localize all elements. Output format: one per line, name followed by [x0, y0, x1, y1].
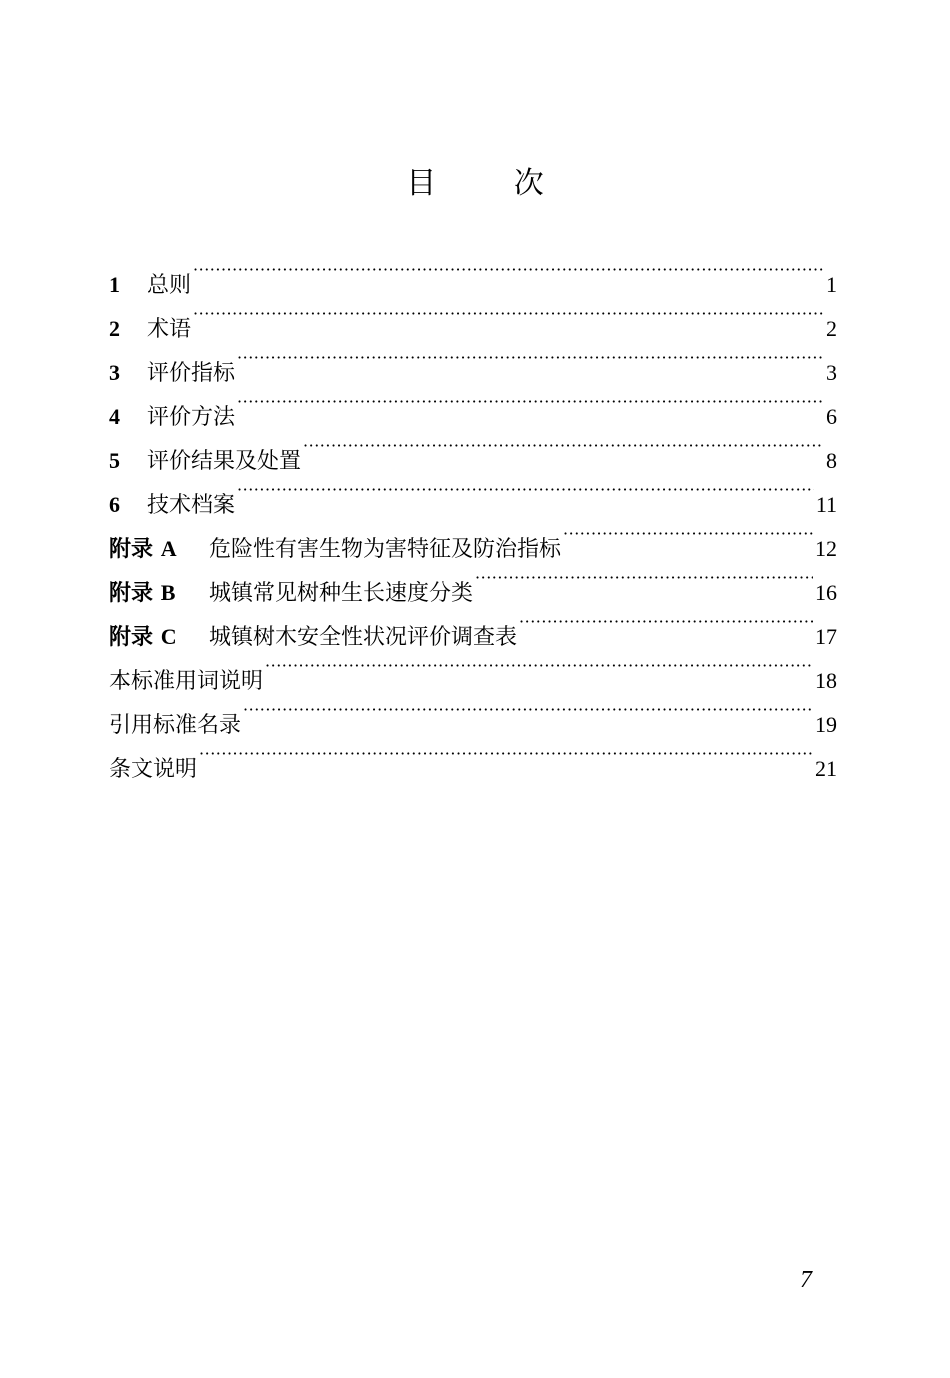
toc-appendix-letter: A — [160, 536, 177, 561]
toc-chapter-number: 2 — [109, 316, 120, 341]
toc-leader-dots — [237, 336, 823, 380]
toc-appendix-prefix: 附录 — [109, 580, 154, 606]
toc-leader-dots — [237, 468, 814, 512]
toc-page-number: 1 — [826, 272, 837, 297]
toc-appendix-title: 城镇常见树种生长速度分类 — [209, 581, 474, 606]
toc-page-number: 6 — [826, 404, 837, 429]
toc-leader-dots — [193, 292, 823, 336]
toc-page-number: 17 — [815, 624, 837, 649]
toc-appendix-title: 城镇树木安全性状况评价调查表 — [209, 625, 518, 650]
toc-leader-dots — [193, 248, 823, 292]
toc-leader-dots — [265, 644, 813, 688]
toc-entry-title: 条文说明 — [109, 757, 198, 782]
toc-chapter-number: 3 — [109, 360, 120, 385]
toc-page-number: 2 — [826, 316, 837, 341]
toc-appendix-letter: B — [160, 580, 176, 605]
toc-page-number: 16 — [815, 580, 837, 605]
toc-chapter-number: 4 — [109, 404, 120, 429]
toc-entry-explanation[interactable] — [109, 732, 837, 782]
toc-chapter-number: 5 — [109, 448, 120, 473]
toc-entry-3[interactable] — [109, 336, 837, 386]
toc-chapter-title: 术语 — [147, 317, 192, 342]
toc-chapter-title: 技术档案 — [147, 493, 236, 518]
toc-chapter-number: 6 — [109, 492, 120, 517]
toc-page-number: 21 — [815, 756, 837, 781]
toc-appendix-prefix: 附录 — [109, 536, 154, 562]
table-of-contents — [109, 248, 837, 782]
toc-chapter-number: 1 — [109, 272, 120, 297]
page-number: 7 — [800, 1267, 812, 1293]
toc-appendix-label — [109, 615, 209, 659]
toc-page-number: 3 — [826, 360, 837, 385]
toc-entry-1[interactable] — [109, 248, 837, 298]
toc-leader-dots — [475, 556, 813, 600]
toc-leader-dots — [237, 380, 823, 424]
toc-page-number: 19 — [815, 712, 837, 737]
toc-leader-dots — [243, 688, 813, 732]
toc-appendix-title: 危险性有害生物为害特征及防治指标 — [209, 537, 562, 562]
toc-leader-dots — [519, 600, 813, 644]
toc-appendix-label — [109, 571, 209, 615]
toc-chapter-title: 评价指标 — [147, 361, 236, 386]
toc-chapter-title: 总则 — [147, 273, 192, 298]
toc-chapter-title: 评价方法 — [147, 405, 236, 430]
toc-entry-title: 本标准用词说明 — [109, 669, 264, 694]
toc-page-number: 18 — [815, 668, 837, 693]
toc-leader-dots — [303, 424, 823, 468]
toc-leader-dots — [563, 512, 813, 556]
toc-leader-dots — [199, 732, 813, 776]
toc-appendix-letter: C — [160, 624, 177, 649]
toc-page-number: 8 — [826, 448, 837, 473]
toc-appendix-prefix: 附录 — [109, 624, 154, 650]
toc-appendix-label — [109, 527, 209, 571]
page-title: 目 次 — [406, 166, 578, 201]
toc-page-number: 11 — [815, 492, 837, 517]
toc-chapter-title: 评价结果及处置 — [147, 449, 302, 474]
toc-entry-title: 引用标准名录 — [109, 713, 242, 738]
toc-entry-2[interactable] — [109, 292, 837, 342]
toc-page-number: 12 — [815, 536, 837, 561]
